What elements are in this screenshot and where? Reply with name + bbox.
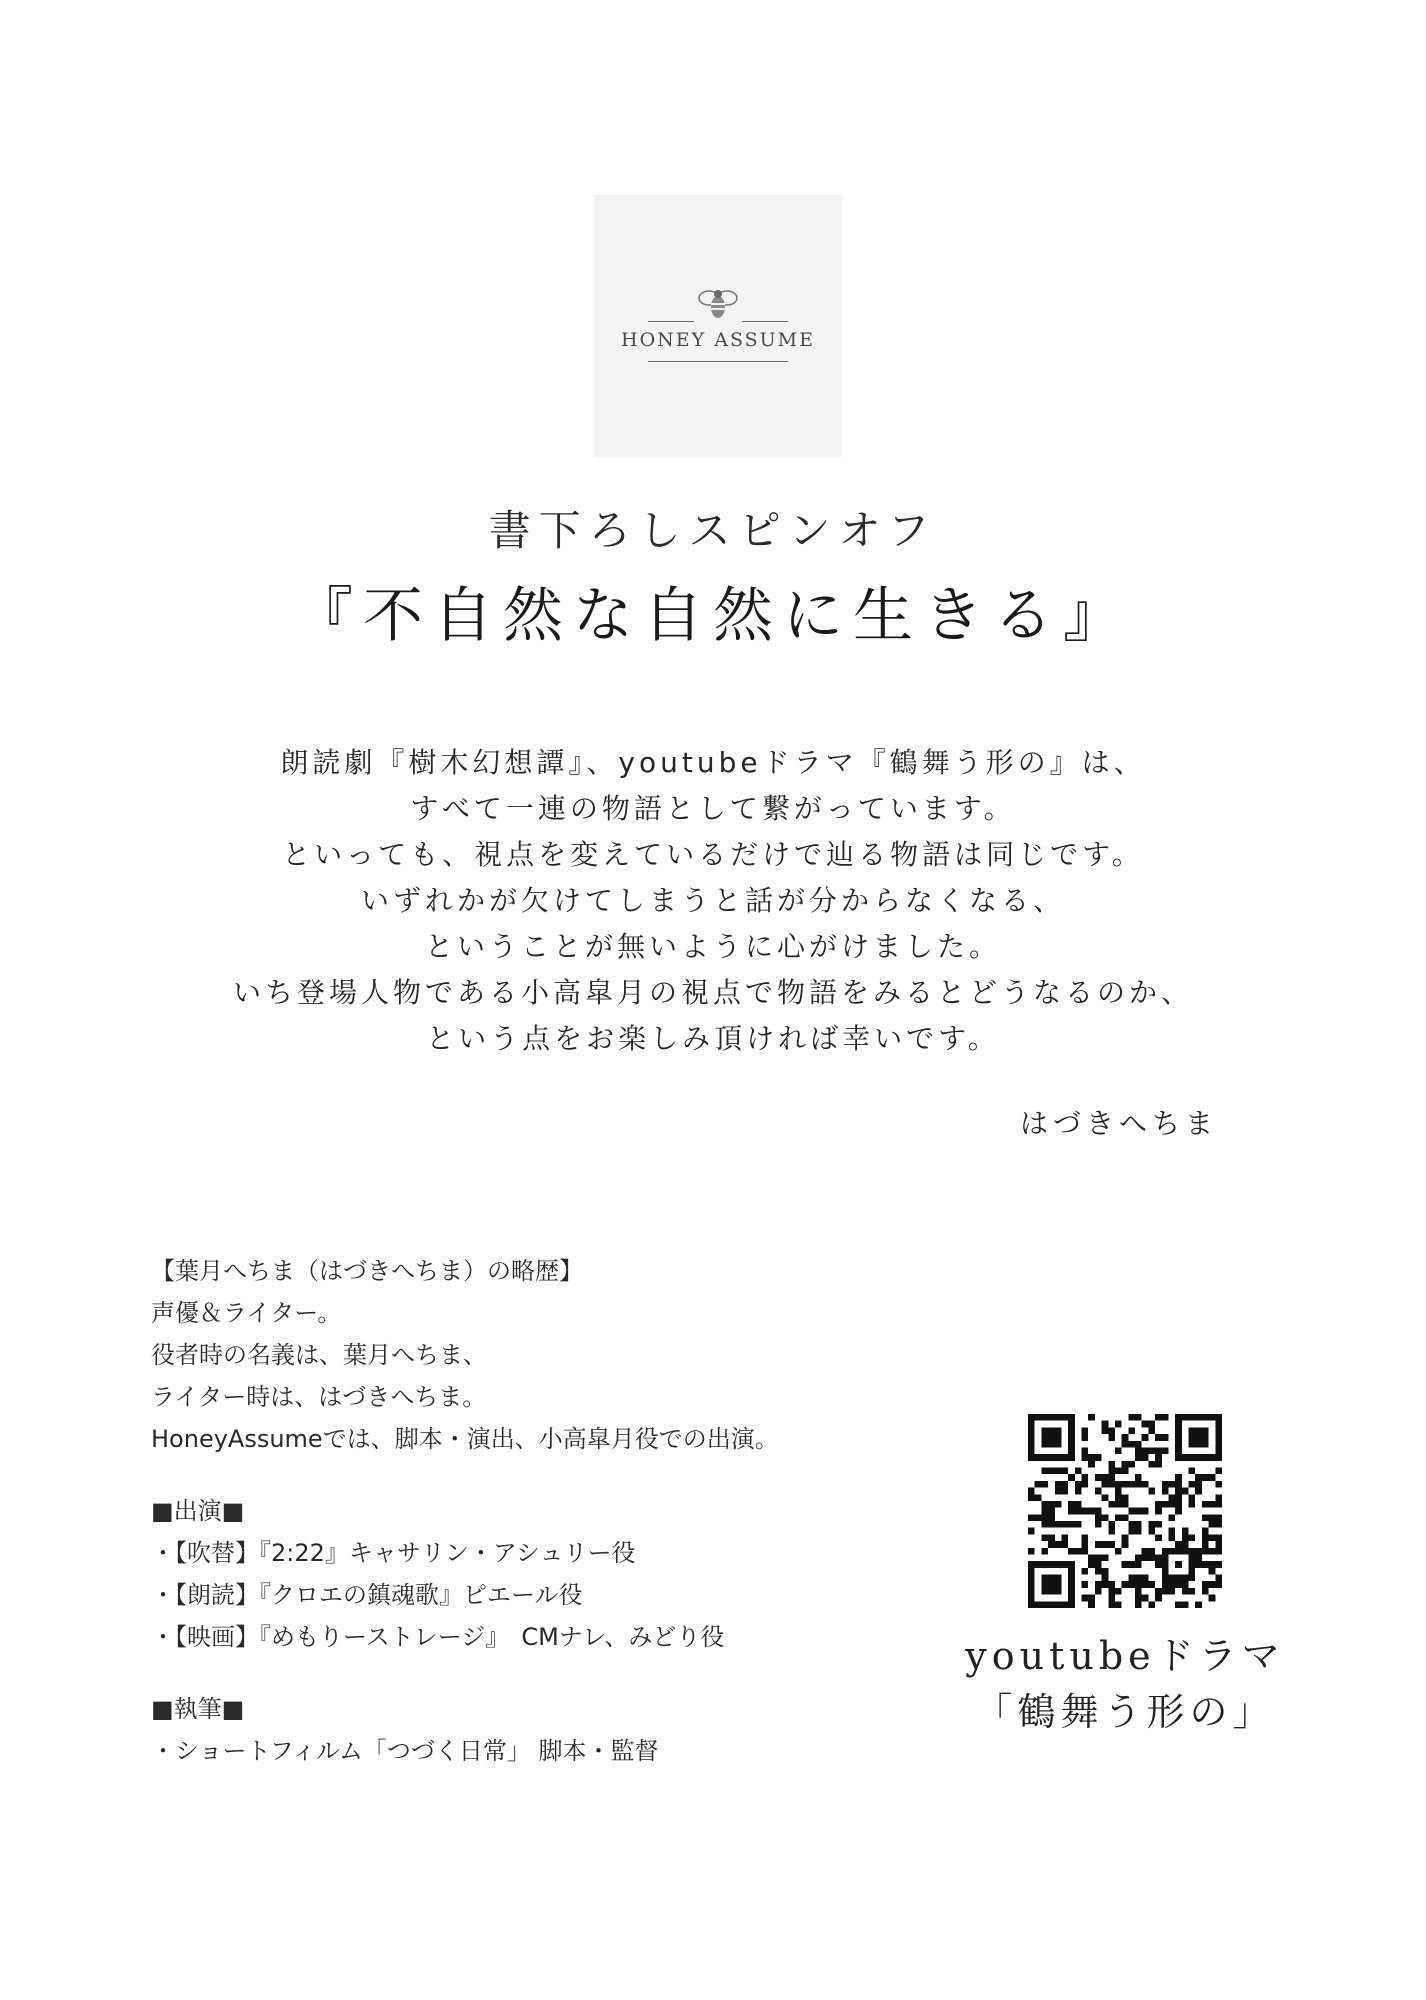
profile-line: 役者時の名義は、葉月へちま、 <box>151 1341 487 1369</box>
logo-rule-bottom <box>648 361 788 362</box>
appearance-item: ・【映画】『めもりーストレージ』 CMナレ、みどり役 <box>151 1623 725 1651</box>
intro-line: という点をお楽しみ頂ければ幸いです。 <box>426 1022 1000 1055</box>
writing-heading: ■執筆■ <box>151 1695 245 1723</box>
logo-rule-right <box>742 321 788 322</box>
profile-line: 声優＆ライター。 <box>151 1299 342 1327</box>
intro-paragraph <box>0 740 1426 1062</box>
profile-heading: 【葉月へちま（はづきへちま）の略歴】 <box>151 1257 583 1285</box>
appearances-heading: ■出演■ <box>151 1497 245 1525</box>
intro-line: といっても、視点を変えているだけで辿る物語は同じです。 <box>282 838 1144 871</box>
appearance-item: ・【朗読】『クロエの鎮魂歌』ピエール役 <box>151 1581 583 1609</box>
qr-code-icon[interactable] <box>1028 1414 1222 1608</box>
logo-rule-left <box>648 321 694 322</box>
profile-line: HoneyAssumeでは、脚本・演出、小高皐月役での出演。 <box>151 1425 779 1453</box>
intro-line: いち登場人物である小高皐月の視点で物語をみるとどうなるのか、 <box>232 976 1193 1009</box>
page-title: 『不自然な自然に生きる』 <box>293 581 1133 651</box>
intro-line: すべて一連の物語として繋がっています。 <box>410 792 1016 825</box>
qr-caption-line: youtubeドラマ <box>965 1634 1285 1678</box>
appearance-item: ・【吹替】『2:22』キャサリン・アシュリー役 <box>151 1539 636 1567</box>
qr-caption-line: 「鶴舞う形の」 <box>974 1690 1276 1734</box>
page-subtitle: 書下ろしスピンオフ <box>488 506 938 555</box>
honey-assume-logo <box>594 195 842 457</box>
writing-item: ・ショートフィルム「つづく日常」 脚本・監督 <box>151 1737 659 1765</box>
qr-caption <box>950 1628 1300 1740</box>
bee-icon <box>698 287 738 321</box>
intro-line: 朗読劇『樹木幻想譚』、youtubeドラマ『鶴舞う形の』は、 <box>280 746 1146 779</box>
profile-line: ライター時は、はづきへちま。 <box>151 1383 487 1411</box>
intro-line: ということが無いように心がけました。 <box>424 930 1001 963</box>
author-profile <box>151 1250 779 1772</box>
logo-brand-text: HONEY ASSUME <box>621 329 815 351</box>
intro-line: いずれかが欠けてしまうと話が分からなくなる、 <box>360 884 1065 917</box>
author-signature: はづきへちま <box>1020 1107 1219 1140</box>
